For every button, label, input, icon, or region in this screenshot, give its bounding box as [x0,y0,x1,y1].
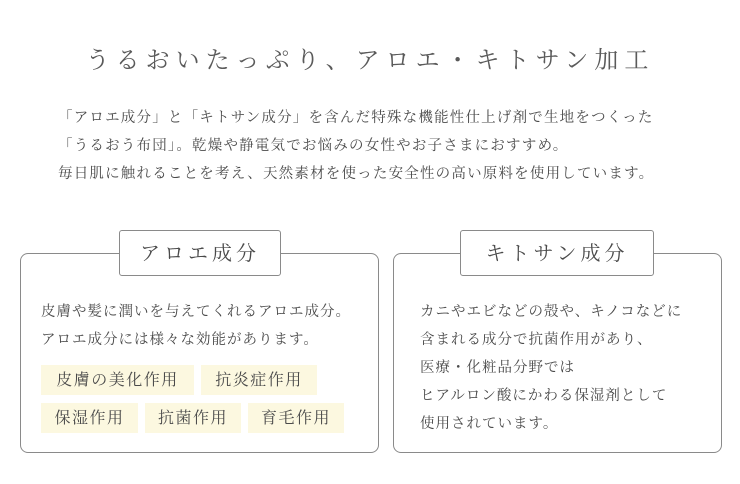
aloe-tag-antibacterial: 抗菌作用 [145,403,241,433]
aloe-description-line: 皮膚や髪に潤いを与えてくれるアロエ成分。 [41,304,351,320]
intro-line: 毎日肌に触れることを考え、天然素材を使った安全性の高い原料を使用しています。 [58,166,655,182]
chitosan-description-line: 使用されています。 [420,416,559,432]
intro-text [58,104,718,188]
aloe-tag-hair-growth: 育毛作用 [248,403,344,433]
aloe-tag-moisturizing: 保湿作用 [41,403,138,433]
chitosan-description-line: 医療・化粧品分野では [420,360,575,376]
aloe-description [41,298,351,354]
intro-line: 「アロエ成分」と「キトサン成分」を含んだ特殊な機能性仕上げ剤で生地をつくった [58,110,654,126]
aloe-tag-skin-beauty: 皮膚の美化作用 [41,365,194,395]
chitosan-description [420,298,682,438]
aloe-description-line: アロエ成分には様々な効能があります。 [41,332,319,348]
aloe-tag-anti-inflammatory: 抗炎症作用 [201,365,317,395]
aloe-card-label: アロエ成分 [119,230,281,276]
chitosan-card-label: キトサン成分 [460,230,654,276]
page-title: うるおいたっぷり、アロエ・キトサン加工 [85,46,655,74]
chitosan-description-line: ヒアルロン酸にかわる保湿剤として [420,388,668,404]
chitosan-description-line: カニやエビなどの殻や、キノコなどに [420,304,683,320]
intro-line: 「うるおう布団」。乾燥や静電気でお悩みの女性やお子さまにおすすめ。 [58,138,569,154]
chitosan-description-line: 含まれる成分で抗菌作用があり、 [420,332,653,348]
